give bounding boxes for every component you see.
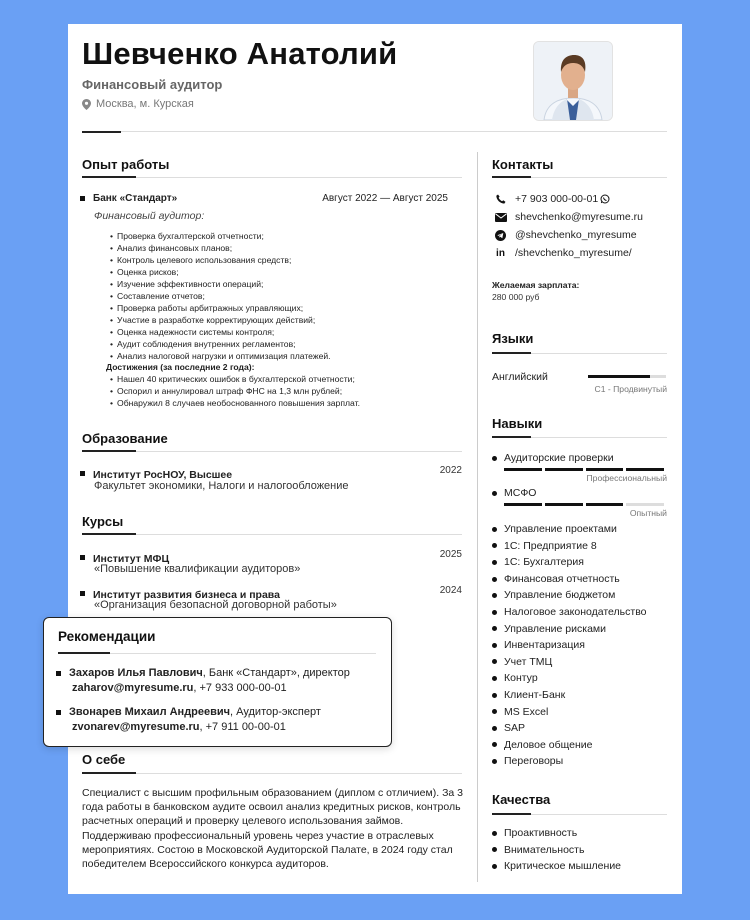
languages-title: Языки — [492, 331, 534, 346]
skill-item: Финансовая отчетность — [492, 571, 647, 588]
rated-skill — [492, 485, 536, 502]
language-level: C1 - Продвинутый — [594, 384, 667, 394]
duty-item: • Изучение эффективности операций; — [110, 279, 331, 291]
linkedin-icon: in — [496, 247, 505, 259]
header-divider-accent — [82, 131, 121, 133]
recommender-org: , Аудитор-эксперт — [230, 706, 321, 718]
skill-level-segment — [586, 503, 624, 506]
rated-skill-level: Профессиональный — [586, 473, 667, 483]
recommender-name: Захаров Илья Павлович — [69, 667, 203, 679]
candidate-role: Финансовый аудитор — [82, 77, 223, 92]
languages-rule-accent — [492, 352, 531, 354]
contacts-list — [494, 190, 643, 262]
skill-item: 1С: Предприятие 8 — [492, 538, 647, 555]
about-title: О себе — [82, 752, 126, 767]
course-name: «Повышение квалификации аудиторов» — [94, 563, 301, 575]
bullet-square — [80, 591, 85, 596]
duty-item: • Оценка рисков; — [110, 267, 331, 279]
skill-item: Учет ТМЦ — [492, 654, 647, 671]
skill-item: MS Excel — [492, 704, 647, 721]
duties-list — [110, 231, 331, 362]
course-year: 2025 — [439, 549, 462, 560]
skill-item: Управление проектами — [492, 521, 647, 538]
education-rule-accent — [82, 450, 136, 452]
language-level-bar — [588, 375, 666, 378]
quality-item: Критическое мышление — [492, 858, 621, 875]
duty-item: • Аудит соблюдения внутренних регламентов; — [110, 339, 331, 351]
location — [82, 98, 194, 110]
location-pin-icon — [82, 99, 91, 110]
rated-skill-name: МСФО — [492, 485, 536, 502]
whatsapp-icon — [600, 194, 610, 204]
recommendations-title: Рекомендации — [58, 629, 156, 644]
about-text: Специалист с высшим профильным образованием (диплом с отличием). За 3 года работы в банковском аудите освоил анализ кредитных рисков, контроль расчетных операций и проверку целевого использования займов. Поддерживаю профессиональный уровень через участие в отраслевых мероприятиях. Состою в Московской Аудиторской Палате, в 2024 году стал победителем Всероссийского конкурса аудиторов. — [82, 787, 464, 871]
bullet-square — [80, 555, 85, 560]
candidate-name: Шевченко Анатолий — [82, 36, 398, 71]
about-rule — [82, 773, 462, 774]
experience-title: Опыт работы — [82, 157, 170, 172]
recommendation-entry — [56, 705, 386, 735]
duty-item: • Контроль целевого использования средств; — [110, 255, 331, 267]
recommender-org: , Банк «Стандарт», директор — [202, 667, 350, 679]
contact-email[interactable] — [494, 208, 643, 226]
achievement-item: • Нашел 40 критических ошибок в бухгалтерской отчетности; — [110, 374, 360, 386]
language-level-fill — [588, 375, 650, 378]
duty-item: • Проверка бухгалтерской отчетности; — [110, 231, 331, 243]
skill-item: Налоговое законодательство — [492, 604, 647, 621]
column-divider — [477, 152, 478, 882]
recommender-phone[interactable]: , +7 911 00-00-01 — [199, 721, 286, 733]
skill-item: Переговоры — [492, 753, 647, 770]
job-header — [80, 193, 448, 204]
phone-number[interactable]: +7 903 000-00-01 — [515, 193, 599, 205]
skill-item: Управление бюджетом — [492, 587, 647, 604]
qualities-list — [492, 825, 621, 875]
header-divider — [82, 131, 667, 132]
recommendations-card — [43, 617, 392, 747]
contact-linkedin[interactable] — [494, 244, 643, 262]
skill-item: Контур — [492, 670, 647, 687]
qualities-rule-accent — [492, 813, 531, 815]
profile-photo — [533, 41, 613, 121]
education-faculty: Факультет экономики, Налоги и налогообложение — [94, 480, 349, 492]
bullet-square — [56, 671, 61, 676]
linkedin-handle[interactable]: /shevchenko_myresume/ — [515, 247, 632, 259]
course-institution: Институт развития бизнеса и права — [93, 589, 280, 601]
job-period: Август 2022 — Август 2025 — [322, 193, 448, 204]
person-photo-icon — [534, 42, 612, 120]
contact-telegram[interactable] — [494, 226, 643, 244]
duty-item: • Оценка надежности системы контроля; — [110, 327, 331, 339]
duty-item: • Составление отчетов; — [110, 291, 331, 303]
courses-rule-accent — [82, 533, 136, 535]
skill-level-segment — [504, 468, 542, 471]
quality-item: Внимательность — [492, 842, 621, 859]
skill-item: SAP — [492, 720, 647, 737]
recommender-name: Звонарев Михаил Андреевич — [69, 706, 231, 718]
duty-item: • Анализ налоговой нагрузки и оптимизация платежей. — [110, 351, 331, 363]
course-institution: Институт МФЦ — [93, 553, 170, 565]
telegram-handle[interactable]: @shevchenko_myresume — [515, 229, 637, 241]
skill-level-segment — [545, 503, 583, 506]
skill-level-segment — [626, 468, 664, 471]
skill-level-segment — [545, 468, 583, 471]
education-institution: Институт РосНОУ, Высшее — [93, 469, 233, 481]
rated-skill — [492, 450, 614, 467]
skill-item: Клиент-Банк — [492, 687, 647, 704]
duty-item: • Участие в разработке корректирующих действий; — [110, 315, 331, 327]
quality-item: Проактивность — [492, 825, 621, 842]
skill-level-segment — [504, 503, 542, 506]
salary-label: Желаемая зарплата: — [492, 280, 580, 290]
duty-item: • Проверка работы арбитражных управляющих; — [110, 303, 331, 315]
duty-item: • Анализ финансовых планов; — [110, 243, 331, 255]
education-year: 2022 — [439, 465, 462, 476]
resume-page — [68, 24, 682, 894]
bullet-square — [80, 196, 85, 201]
experience-rule — [82, 177, 462, 178]
education-title: Образование — [82, 431, 168, 446]
salary-value: 280 000 руб — [492, 292, 540, 302]
achievement-item: • Обнаружил 8 случаев необоснованного повышения зарплат. — [110, 398, 360, 410]
location-text: Москва, м. Курская — [96, 98, 194, 110]
recommender-email[interactable]: zaharov@myresume.ru — [72, 682, 194, 694]
recommendation-entry — [56, 666, 386, 696]
contact-phone[interactable] — [494, 190, 643, 208]
email-address[interactable]: shevchenko@myresume.ru — [515, 211, 643, 223]
skill-level-bar — [504, 468, 664, 471]
skill-item: Управление рисками — [492, 621, 647, 638]
qualities-title: Качества — [492, 792, 551, 807]
courses-rule — [82, 534, 462, 535]
recommender-phone[interactable]: , +7 933 000-00-01 — [193, 682, 287, 694]
experience-rule-accent — [82, 176, 136, 178]
education-rule — [82, 451, 462, 452]
telegram-icon — [495, 230, 506, 241]
rated-skill-level: Опытный — [629, 508, 667, 518]
job-company: Банк «Стандарт» — [93, 193, 178, 204]
achievements-list — [110, 374, 360, 410]
about-rule-accent — [82, 772, 136, 774]
skill-level-segment — [626, 503, 664, 506]
contacts-rule-accent — [492, 176, 531, 178]
skill-item: 1С: Бухгалтерия — [492, 554, 647, 571]
skill-item: Инвентаризация — [492, 637, 647, 654]
contacts-title: Контакты — [492, 157, 554, 172]
skill-level-bar — [504, 503, 664, 506]
recommendations-rule-accent — [58, 652, 110, 654]
bullet-square — [56, 710, 61, 715]
skills-title: Навыки — [492, 416, 543, 431]
skill-item: Деловое общение — [492, 737, 647, 754]
course-name: «Организация безопасной договорной работы» — [94, 599, 337, 611]
achievements-title: Достижения (за последние 2 года): — [106, 362, 255, 372]
bullet-square — [80, 471, 85, 476]
course-year: 2024 — [439, 585, 462, 596]
skills-list — [492, 521, 647, 770]
language-name: Английский — [492, 371, 548, 383]
rated-skill-name: Аудиторские проверки — [492, 450, 614, 467]
email-icon — [495, 213, 507, 222]
phone-icon — [496, 194, 506, 204]
courses-title: Курсы — [82, 514, 124, 529]
job-position: Финансовый аудитор: — [94, 210, 205, 222]
achievement-item: • Оспорил и аннулировал штраф ФНС на 1,3 млн рублей; — [110, 386, 360, 398]
skills-rule-accent — [492, 436, 531, 438]
recommender-email[interactable]: zvonarev@myresume.ru — [72, 721, 200, 733]
skill-level-segment — [586, 468, 624, 471]
